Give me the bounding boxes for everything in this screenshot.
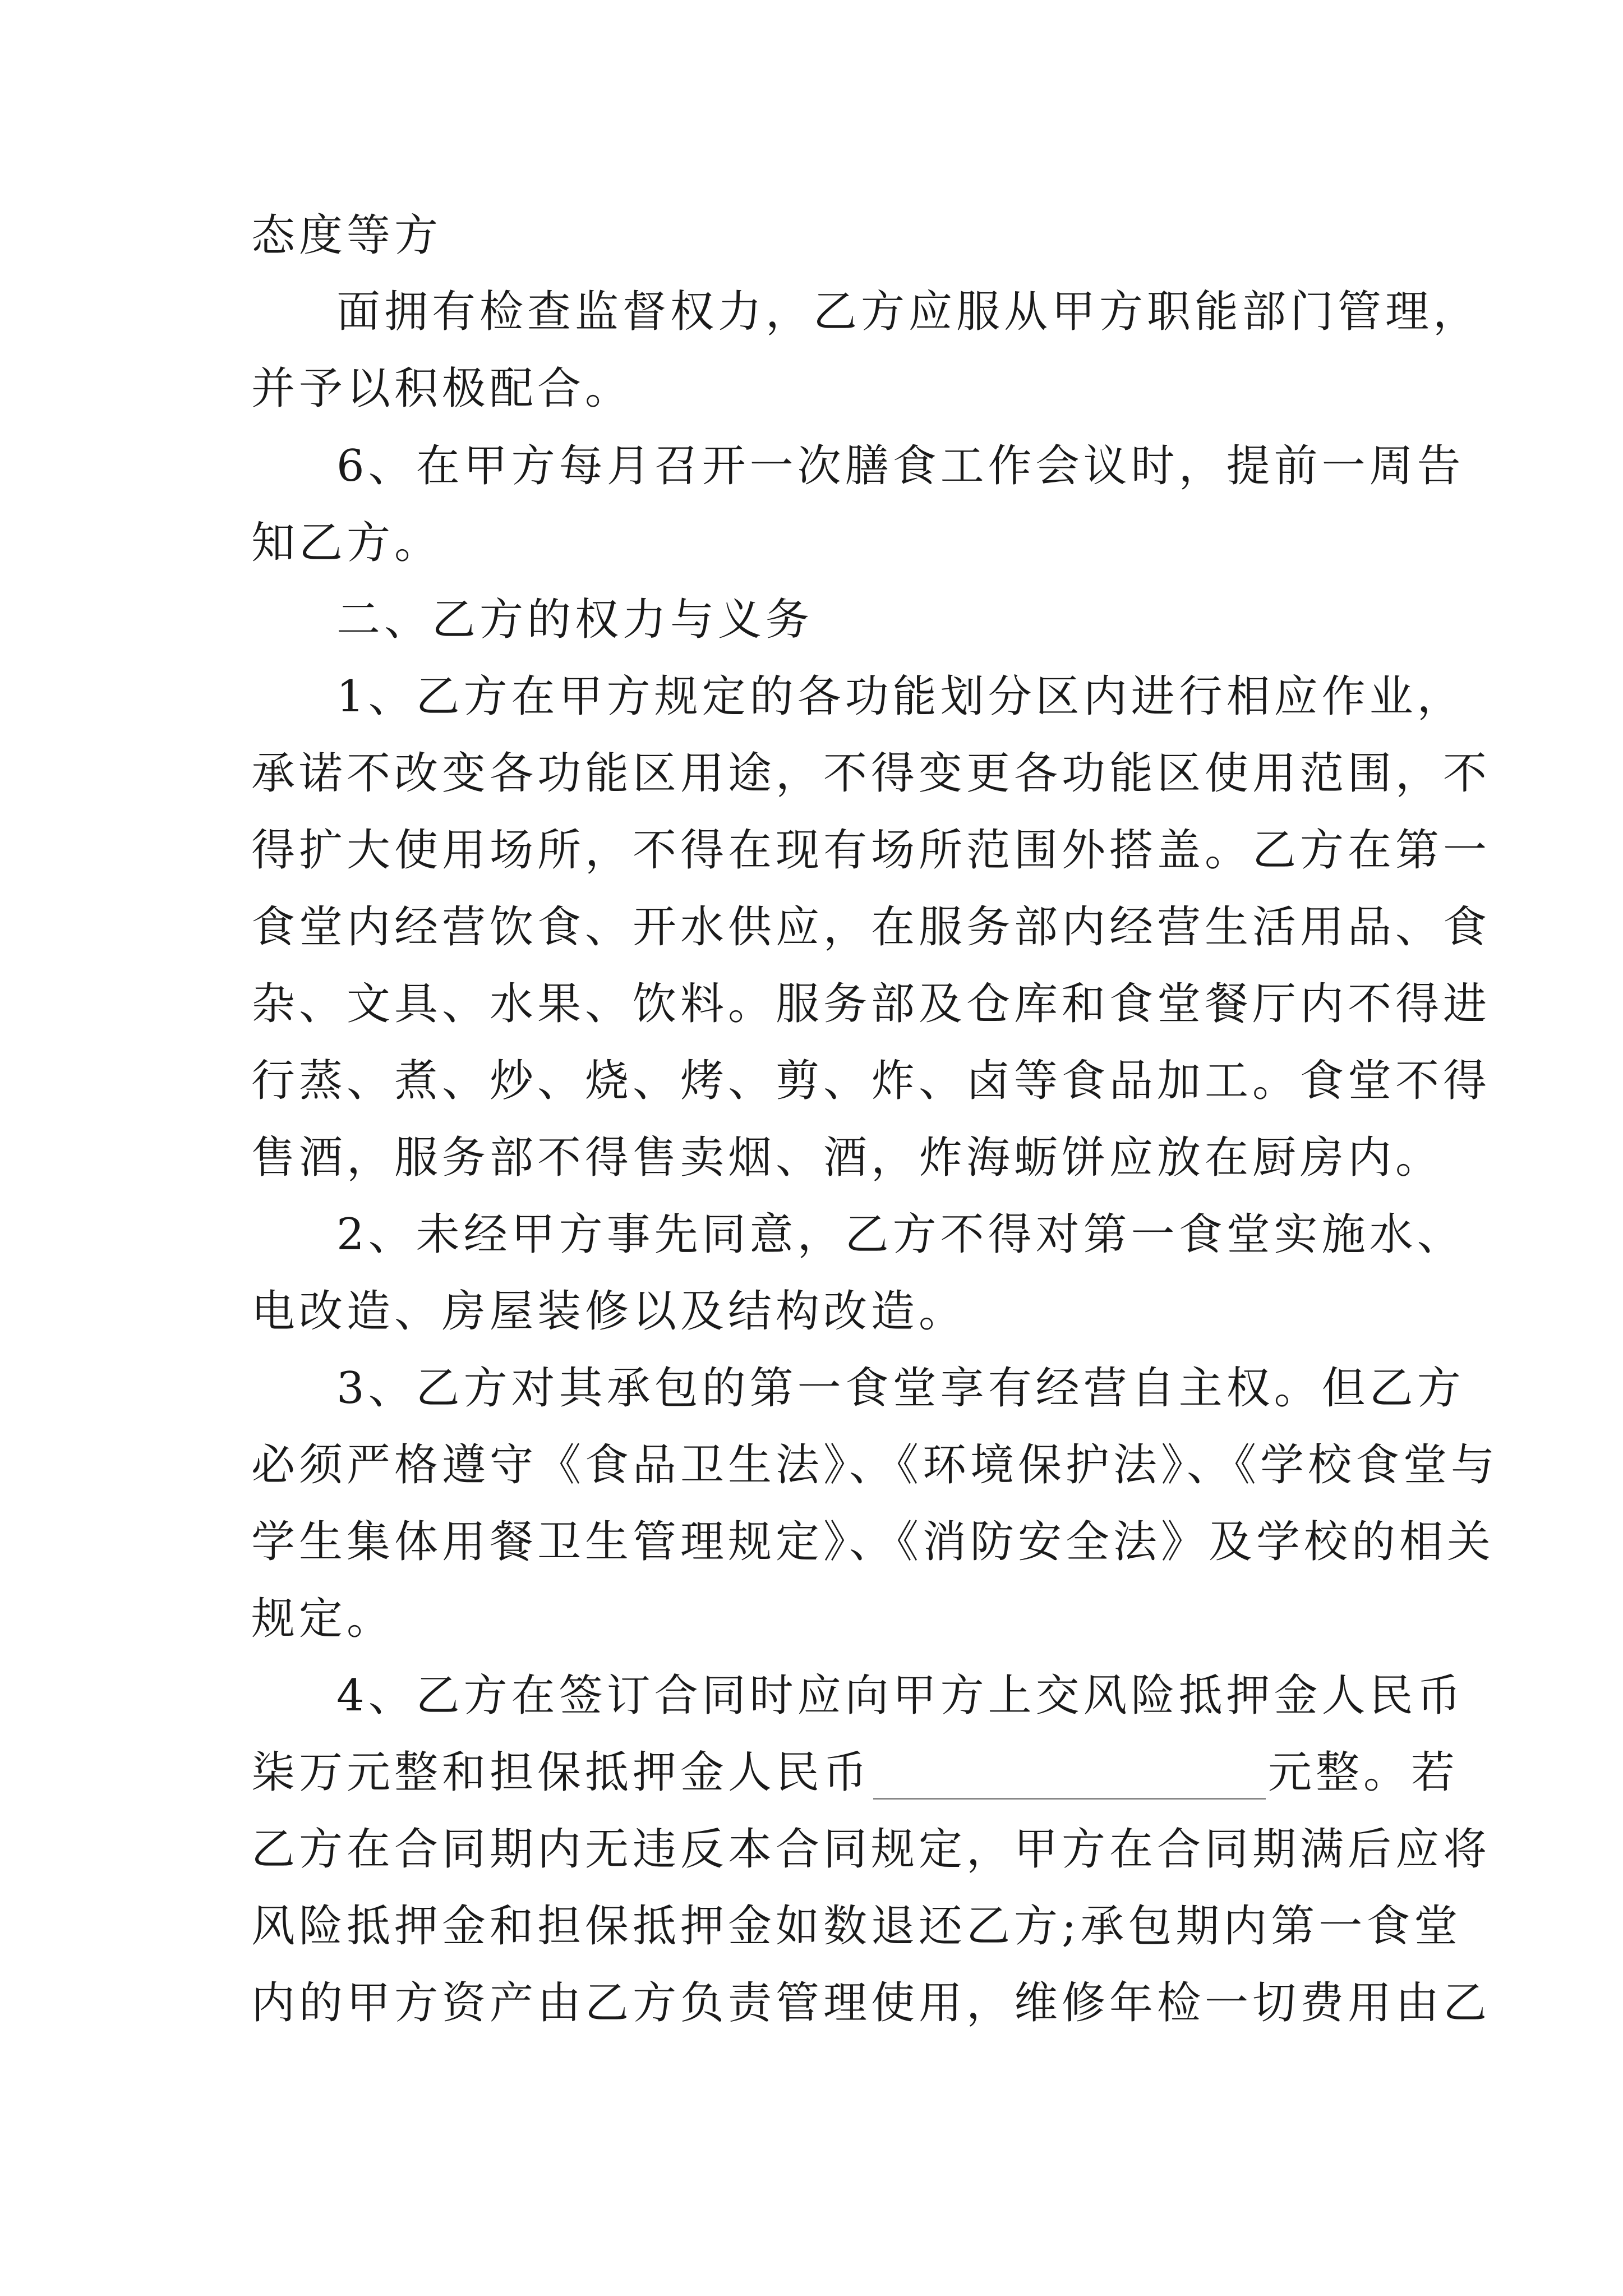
text-line-13: 售酒，服务部不得售卖烟、酒，炸海蛎饼应放在厨房内。 — [251, 1133, 1444, 1183]
text-line-8: 承诺不改变各功能区用途，不得变更各功能区使用范围，不 — [251, 748, 1491, 799]
text-line-20: 4、乙方在签订合同时应向甲方上交风险抵押金人民币 — [336, 1671, 1465, 1721]
text-line-10: 食堂内经营饮食、开水供应，在服务部内经营生活用品、食 — [251, 902, 1491, 953]
text-line-21 — [251, 1746, 1459, 1800]
text-before-blank: 柒万元整和担保抵押金人民币 — [251, 1747, 872, 1798]
fill-in-blank — [873, 1753, 1266, 1800]
text-line-23: 风险抵押金和担保抵押金如数退还乙方;承包期内第一食堂 — [251, 1901, 1462, 1952]
text-line-5: 知乙方。 — [251, 518, 442, 568]
text-line-17: 必须严格遵守《食品卫生法》、《环境保护法》、《学校食堂与 — [251, 1440, 1499, 1490]
text-line-19: 规定。 — [251, 1594, 395, 1644]
section-heading: 二、乙方的权力与义务 — [336, 595, 814, 645]
text-line-12: 行蒸、煮、炒、烧、烤、剪、炸、卤等食品加工。食堂不得 — [251, 1056, 1491, 1106]
text-line-14: 2、未经甲方事先同意，乙方不得对第一食堂实施水、 — [336, 1209, 1465, 1260]
text-line-2: 面拥有检查监督权力，乙方应服从甲方职能部门管理， — [336, 287, 1481, 337]
text-line-1: 态度等方 — [251, 210, 442, 261]
text-line-9: 得扩大使用场所，不得在现有场所范围外搭盖。乙方在第一 — [251, 825, 1491, 876]
text-line-24: 内的甲方资产由乙方负责管理使用，维修年检一切费用由乙 — [251, 1978, 1491, 2028]
text-line-7: 1、乙方在甲方规定的各功能划分区内进行相应作业， — [336, 671, 1465, 722]
text-line-22: 乙方在合同期内无违反本合同规定，甲方在合同期满后应将 — [251, 1824, 1491, 1875]
text-line-15: 电改造、房屋装修以及结构改造。 — [251, 1286, 967, 1337]
text-line-3: 并予以积极配合。 — [251, 364, 633, 414]
text-line-11: 杂、文具、水果、饮料。服务部及仓库和食堂餐厅内不得进 — [251, 979, 1491, 1029]
text-line-4: 6、在甲方每月召开一次膳食工作会议时，提前一周告 — [336, 441, 1465, 491]
text-after-blank: 元整。若 — [1268, 1747, 1459, 1798]
text-line-16: 3、乙方对其承包的第一食堂享有经营自主权。但乙方 — [336, 1363, 1465, 1414]
text-line-18: 学生集体用餐卫生管理规定》、《消防安全法》及学校的相关 — [251, 1517, 1495, 1567]
